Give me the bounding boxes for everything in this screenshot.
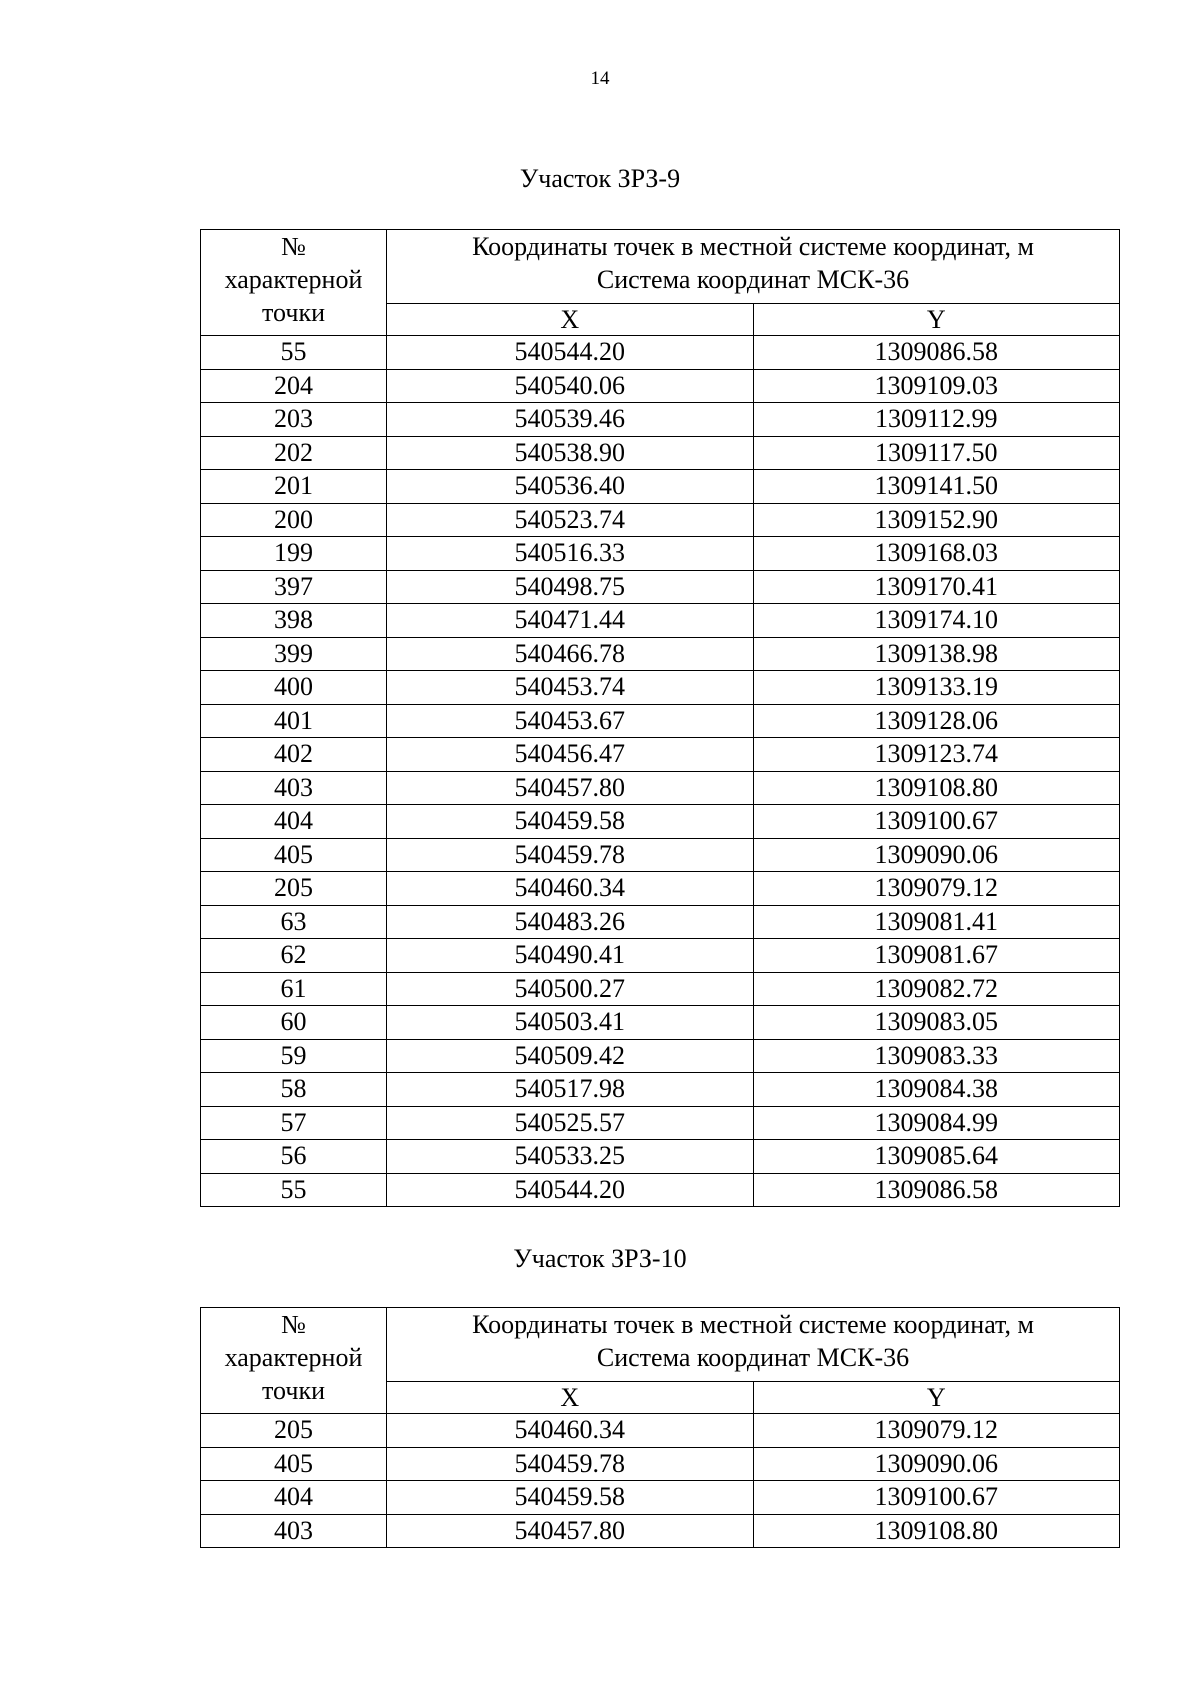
- table-row: [201, 369, 1120, 403]
- point-number-cell: 404: [201, 1481, 387, 1515]
- y-coordinate-cell: 1309108.80: [753, 1514, 1120, 1548]
- y-coordinate-cell: 1309090.06: [753, 838, 1120, 872]
- point-number-cell: 201: [201, 470, 387, 504]
- table-row: [201, 637, 1120, 671]
- point-number-cell: 63: [201, 905, 387, 939]
- y-coordinate-cell: 1309081.41: [753, 905, 1120, 939]
- table-row: [201, 939, 1120, 973]
- table-row: [201, 805, 1120, 839]
- x-coordinate-cell: 540460.34: [387, 872, 754, 906]
- x-coordinate-cell: 540544.20: [387, 336, 754, 370]
- table-row: [201, 771, 1120, 805]
- point-number-cell: 399: [201, 637, 387, 671]
- y-coordinate-cell: 1309084.38: [753, 1073, 1120, 1107]
- x-coordinate-cell: 540544.20: [387, 1173, 754, 1207]
- point-number-cell: 61: [201, 972, 387, 1006]
- table-row: [201, 1481, 1120, 1515]
- x-coordinate-cell: 540503.41: [387, 1006, 754, 1040]
- table-row: [201, 1106, 1120, 1140]
- x-coordinate-cell: 540471.44: [387, 604, 754, 638]
- table-row: [201, 671, 1120, 705]
- x-coordinate-cell: 540453.67: [387, 704, 754, 738]
- table-body: [201, 1414, 1120, 1548]
- header-point-number: [201, 230, 387, 336]
- x-coordinate-cell: 540540.06: [387, 369, 754, 403]
- header-point-number-label: № характерной точки: [224, 232, 363, 327]
- y-coordinate-cell: 1309109.03: [753, 369, 1120, 403]
- y-coordinate-cell: 1309100.67: [753, 1481, 1120, 1515]
- point-number-cell: 204: [201, 369, 387, 403]
- y-coordinate-cell: 1309086.58: [753, 336, 1120, 370]
- y-coordinate-cell: 1309083.33: [753, 1039, 1120, 1073]
- y-coordinate-cell: 1309085.64: [753, 1140, 1120, 1174]
- header-coordinates: [387, 230, 1120, 304]
- y-coordinate-cell: 1309086.58: [753, 1173, 1120, 1207]
- table-row: [201, 738, 1120, 772]
- point-number-cell: 403: [201, 1514, 387, 1548]
- table-row: [201, 604, 1120, 638]
- header-y: Y: [753, 304, 1120, 336]
- table-row: [201, 1073, 1120, 1107]
- x-coordinate-cell: 540538.90: [387, 436, 754, 470]
- table-row: [201, 470, 1120, 504]
- table-row: [201, 1514, 1120, 1548]
- point-number-cell: 200: [201, 503, 387, 537]
- header-point-number: [201, 1308, 387, 1414]
- x-coordinate-cell: 540457.80: [387, 771, 754, 805]
- point-number-cell: 404: [201, 805, 387, 839]
- y-coordinate-cell: 1309128.06: [753, 704, 1120, 738]
- x-coordinate-cell: 540517.98: [387, 1073, 754, 1107]
- table-row: [201, 336, 1120, 370]
- point-number-cell: 60: [201, 1006, 387, 1040]
- table-row: [201, 905, 1120, 939]
- y-coordinate-cell: 1309152.90: [753, 503, 1120, 537]
- header-y: Y: [753, 1382, 1120, 1414]
- y-coordinate-cell: 1309081.67: [753, 939, 1120, 973]
- table-row: [201, 704, 1120, 738]
- x-coordinate-cell: 540498.75: [387, 570, 754, 604]
- table-row: [201, 537, 1120, 571]
- point-number-cell: 397: [201, 570, 387, 604]
- point-number-cell: 58: [201, 1073, 387, 1107]
- table-body: [201, 336, 1120, 1207]
- table-row: [201, 403, 1120, 437]
- table-row: [201, 1006, 1120, 1040]
- coordinates-table-zrz-10: [200, 1307, 1120, 1548]
- x-coordinate-cell: 540539.46: [387, 403, 754, 437]
- y-coordinate-cell: 1309100.67: [753, 805, 1120, 839]
- table-row: [201, 1039, 1120, 1073]
- y-coordinate-cell: 1309090.06: [753, 1447, 1120, 1481]
- table-row: [201, 1173, 1120, 1207]
- x-coordinate-cell: 540459.78: [387, 838, 754, 872]
- point-number-cell: 202: [201, 436, 387, 470]
- y-coordinate-cell: 1309170.41: [753, 570, 1120, 604]
- x-coordinate-cell: 540483.26: [387, 905, 754, 939]
- point-number-cell: 402: [201, 738, 387, 772]
- point-number-cell: 62: [201, 939, 387, 973]
- page-number: 14: [590, 68, 610, 89]
- table-row: [201, 1140, 1120, 1174]
- x-coordinate-cell: 540456.47: [387, 738, 754, 772]
- y-coordinate-cell: 1309138.98: [753, 637, 1120, 671]
- x-coordinate-cell: 540490.41: [387, 939, 754, 973]
- section-title-zrz-9: Участок ЗРЗ-9: [519, 164, 681, 193]
- point-number-cell: 203: [201, 403, 387, 437]
- header-coordinates-label: Координаты точек в местной системе координат, м Система координат МСК-36: [472, 1310, 1034, 1372]
- section-title-zrz-10: Участок ЗРЗ-10: [513, 1244, 687, 1273]
- coordinates-table-zrz-9: [200, 229, 1120, 1207]
- table-row: [201, 838, 1120, 872]
- y-coordinate-cell: 1309123.74: [753, 738, 1120, 772]
- y-coordinate-cell: 1309084.99: [753, 1106, 1120, 1140]
- y-coordinate-cell: 1309108.80: [753, 771, 1120, 805]
- table-row: [201, 972, 1120, 1006]
- point-number-cell: 398: [201, 604, 387, 638]
- y-coordinate-cell: 1309079.12: [753, 1414, 1120, 1448]
- x-coordinate-cell: 540536.40: [387, 470, 754, 504]
- y-coordinate-cell: 1309174.10: [753, 604, 1120, 638]
- y-coordinate-cell: 1309141.50: [753, 470, 1120, 504]
- x-coordinate-cell: 540533.25: [387, 1140, 754, 1174]
- point-number-cell: 401: [201, 704, 387, 738]
- x-coordinate-cell: 540459.58: [387, 1481, 754, 1515]
- point-number-cell: 205: [201, 872, 387, 906]
- x-coordinate-cell: 540466.78: [387, 637, 754, 671]
- header-x: X: [387, 1382, 754, 1414]
- x-coordinate-cell: 540516.33: [387, 537, 754, 571]
- table-row: [201, 503, 1120, 537]
- point-number-cell: 205: [201, 1414, 387, 1448]
- x-coordinate-cell: 540459.78: [387, 1447, 754, 1481]
- header-coordinates: [387, 1308, 1120, 1382]
- header-x: X: [387, 304, 754, 336]
- x-coordinate-cell: 540525.57: [387, 1106, 754, 1140]
- x-coordinate-cell: 540459.58: [387, 805, 754, 839]
- y-coordinate-cell: 1309117.50: [753, 436, 1120, 470]
- point-number-cell: 59: [201, 1039, 387, 1073]
- table-row: [201, 1447, 1120, 1481]
- table-row: [201, 436, 1120, 470]
- y-coordinate-cell: 1309083.05: [753, 1006, 1120, 1040]
- y-coordinate-cell: 1309082.72: [753, 972, 1120, 1006]
- y-coordinate-cell: 1309079.12: [753, 872, 1120, 906]
- x-coordinate-cell: 540460.34: [387, 1414, 754, 1448]
- table-row: [201, 570, 1120, 604]
- y-coordinate-cell: 1309168.03: [753, 537, 1120, 571]
- point-number-cell: 55: [201, 1173, 387, 1207]
- y-coordinate-cell: 1309133.19: [753, 671, 1120, 705]
- header-point-number-label: № характерной точки: [224, 1310, 363, 1405]
- point-number-cell: 400: [201, 671, 387, 705]
- x-coordinate-cell: 540457.80: [387, 1514, 754, 1548]
- x-coordinate-cell: 540523.74: [387, 503, 754, 537]
- table-row: [201, 872, 1120, 906]
- point-number-cell: 56: [201, 1140, 387, 1174]
- point-number-cell: 405: [201, 838, 387, 872]
- y-coordinate-cell: 1309112.99: [753, 403, 1120, 437]
- x-coordinate-cell: 540500.27: [387, 972, 754, 1006]
- point-number-cell: 57: [201, 1106, 387, 1140]
- table-row: [201, 1414, 1120, 1448]
- header-coordinates-label: Координаты точек в местной системе координат, м Система координат МСК-36: [472, 232, 1034, 294]
- point-number-cell: 199: [201, 537, 387, 571]
- x-coordinate-cell: 540453.74: [387, 671, 754, 705]
- x-coordinate-cell: 540509.42: [387, 1039, 754, 1073]
- point-number-cell: 403: [201, 771, 387, 805]
- point-number-cell: 405: [201, 1447, 387, 1481]
- point-number-cell: 55: [201, 336, 387, 370]
